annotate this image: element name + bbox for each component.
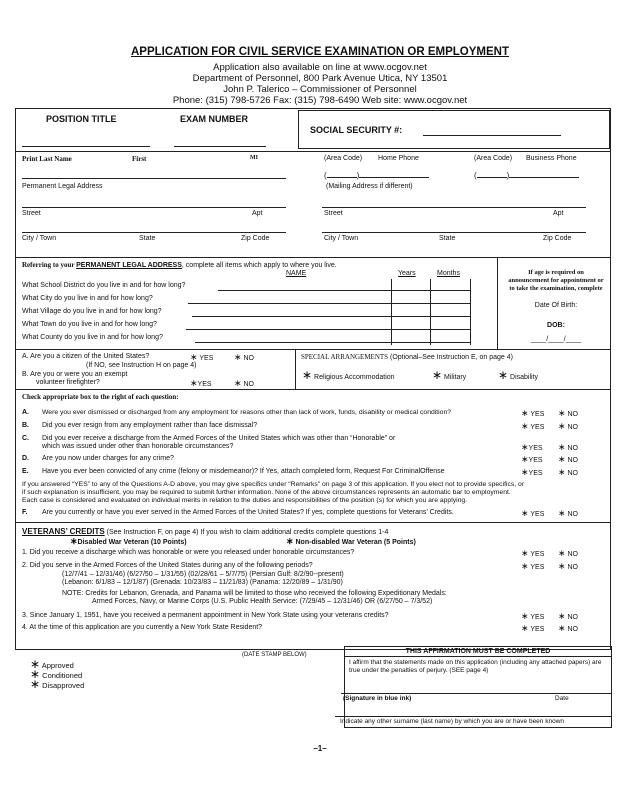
checkbox-icon: ∗ bbox=[558, 442, 566, 452]
checkbox-icon: ∗ bbox=[521, 623, 529, 633]
checkbox-icon: ∗ bbox=[498, 368, 509, 382]
name-field[interactable] bbox=[22, 178, 286, 179]
approved-option[interactable]: ∗ Approved bbox=[30, 657, 74, 671]
affirmation-text: true under the penalties of perjury. (SEE page 4) bbox=[349, 667, 489, 674]
question-yes[interactable]: ∗ YES bbox=[521, 561, 545, 571]
religious-option[interactable]: ∗ Religious Accommodation bbox=[302, 368, 395, 382]
veterans-q4: 4. At the time of this application are you currently a New York State Resident? bbox=[22, 624, 263, 631]
citizen-no[interactable]: ∗ NO bbox=[234, 352, 254, 362]
question-letter: E. bbox=[22, 468, 29, 475]
street-field[interactable] bbox=[22, 207, 286, 208]
question-text: Did you ever resign from any employment rather than face dismissal? bbox=[42, 422, 258, 429]
signature-field[interactable] bbox=[341, 693, 612, 694]
divider bbox=[15, 151, 611, 152]
citizen-question: A. Are you a citizen of the United States? bbox=[22, 353, 150, 360]
veterans-q1: 1. Did you receive a discharge which was honorable or were you released under honorable circumstances? bbox=[22, 549, 355, 556]
exam-number-field[interactable] bbox=[174, 146, 266, 147]
date-label: Date bbox=[555, 695, 569, 702]
question-text: Have you ever been convicted of any crime (felony or misdemeanor)? If Yes, attach completed form, Request For CriminalOffense bbox=[42, 468, 445, 475]
question-no[interactable]: ∗ NO bbox=[558, 421, 578, 431]
residence-field[interactable] bbox=[218, 290, 470, 291]
checkbox-icon: ∗ bbox=[521, 421, 529, 431]
age-note: If age is required on announcement for appointment or to take the examination, complete bbox=[508, 269, 604, 292]
date-of-birth-label: Date Of Birth: bbox=[534, 302, 578, 309]
question-text: Are you now under charges for any crime? bbox=[42, 455, 174, 462]
veterans-q3: 3. Since January 1, 1951, have you received a permanent appointment in New York State using your veterans credits? bbox=[22, 612, 389, 619]
page-title: APPLICATION FOR CIVIL SERVICE EXAMINATION OR EMPLOYMENT bbox=[130, 46, 510, 58]
checkbox-icon: ∗ bbox=[190, 378, 198, 388]
question-text: Are you currently or have you ever served in the Armed Forces of the United States? If yes, complete questions for Veterans’ Credits. bbox=[42, 509, 454, 516]
explanation-text: if such explanation is insufficient, you may be required to submit further information. None of the above circumstances represents an automatic bar to employment. bbox=[22, 489, 511, 496]
checkbox-icon: ∗ bbox=[558, 467, 566, 477]
exam-number-label: EXAM NUMBER bbox=[180, 114, 249, 124]
question-letter: A. bbox=[22, 409, 29, 416]
conditioned-option[interactable]: ∗ Conditioned bbox=[30, 667, 83, 681]
residence-col-months: Months bbox=[437, 270, 460, 277]
residence-col-divider bbox=[391, 279, 392, 345]
special-arrangements: SPECIAL ARRANGEMENTS (Optional–See Instruction E, on page 4) bbox=[301, 353, 513, 361]
online-note: Application also available on line at www.ocgov.net bbox=[213, 62, 427, 73]
residence-field[interactable] bbox=[192, 316, 470, 317]
department-address: Department of Personnel, 800 Park Avenue Utica, NY 13501 bbox=[192, 73, 448, 84]
divider bbox=[15, 522, 611, 523]
affirmation-text: I affirm that the statements made on this application (including any attached papers) are bbox=[349, 659, 602, 666]
city-label: City / Town bbox=[22, 235, 57, 242]
residence-intro: Referring to your PERMANENT LEGAL ADDRESS, complete all items which apply to where you live. bbox=[22, 261, 337, 269]
affirmation-title: THIS AFFIRMATION MUST BE COMPLETED bbox=[405, 648, 551, 655]
explanation-text: Each case is considered and evaluated on individual merits in relation to the duties and responsibilities of the position (s) for which you are applying. bbox=[22, 497, 468, 504]
firefighter-question-2: volunteer firefighter? bbox=[36, 379, 100, 386]
page-number: –1– bbox=[313, 744, 327, 753]
checkbox-icon: ∗ bbox=[558, 623, 566, 633]
checkbox-icon: ∗ bbox=[521, 454, 529, 464]
position-title-field[interactable] bbox=[22, 146, 150, 147]
explanation-text: If you answered “YES” to any of the Questions A-D above, you may give specifics under “Remarks” on page 3 of this application. If you elect not to provide specifics, or bbox=[22, 481, 525, 488]
checkbox-icon: ∗ bbox=[432, 368, 443, 382]
dob-field[interactable]: ____/____/____ bbox=[530, 336, 582, 343]
checkbox-icon: ∗ bbox=[302, 368, 313, 382]
position-title-label: POSITION TITLE bbox=[46, 114, 117, 124]
state-label: State bbox=[139, 235, 156, 242]
question-letter: B. bbox=[22, 422, 29, 429]
special-divider bbox=[295, 349, 296, 389]
firefighter-no[interactable]: ∗ NO bbox=[234, 378, 254, 388]
zip-label: Zip Code bbox=[241, 235, 270, 242]
firefighter-question: B. Are you or were you an exempt bbox=[22, 371, 128, 378]
residence-col-divider bbox=[470, 279, 471, 345]
mail-state-label: State bbox=[439, 235, 456, 242]
area-code-label-2: (Area Code) bbox=[474, 155, 513, 162]
veterans-note: NOTE: Credits for Lebanon, Grenada, and Panama will be limited to those who received the following Expeditionary Medals: bbox=[62, 590, 447, 597]
military-option[interactable]: ∗ Military bbox=[432, 368, 467, 382]
checkbox-icon: ∗ bbox=[30, 667, 41, 681]
question-yes[interactable]: ∗ YES bbox=[521, 623, 545, 633]
checkbox-icon: ∗ bbox=[30, 677, 41, 691]
question-yes[interactable]: ∗ YES bbox=[521, 508, 545, 518]
citizen-yes[interactable]: ∗ YES bbox=[190, 352, 214, 362]
residence-row: What County do you live in and for how long? bbox=[22, 334, 163, 341]
checkbox-icon: ∗ bbox=[558, 454, 566, 464]
city-field[interactable] bbox=[22, 232, 286, 233]
residence-col-name: NAME bbox=[286, 270, 307, 277]
ssn-label: SOCIAL SECURITY #: bbox=[310, 125, 403, 135]
disability-option[interactable]: ∗ Disability bbox=[498, 368, 539, 382]
surname-field[interactable] bbox=[335, 716, 612, 717]
service-periods: (12/7/41 – 12/31/46) (6/27/50 – 1/31/55) (02/28/61 – 5/7/75) (Persian Gulf: 8/2/90--present) bbox=[62, 571, 344, 578]
question-no[interactable]: ∗ NO bbox=[558, 623, 578, 633]
mail-city-field[interactable] bbox=[322, 232, 586, 233]
age-box-divider bbox=[497, 257, 498, 349]
checkbox-icon: ∗ bbox=[521, 611, 529, 621]
checkbox-icon: ∗ bbox=[190, 352, 198, 362]
checkbox-icon: ∗ bbox=[558, 561, 566, 571]
residence-col-years: Years bbox=[398, 270, 416, 277]
question-letter: F. bbox=[22, 509, 28, 516]
checkbox-icon: ∗ bbox=[558, 408, 566, 418]
checkbox-icon: ∗ bbox=[558, 508, 566, 518]
residence-field[interactable] bbox=[195, 342, 470, 343]
question-no[interactable]: ∗ NO bbox=[558, 508, 578, 518]
veterans-q2: 2. Did you serve in the Armed Forces of the United States during any of the following periods? bbox=[22, 562, 313, 569]
business-phone-label: Business Phone bbox=[526, 155, 577, 162]
question-no[interactable]: ∗ NO bbox=[558, 548, 578, 558]
date-stamp-label: (DATE STAMP BELOW) bbox=[242, 652, 307, 658]
checkbox-icon: ∗ bbox=[521, 467, 529, 477]
divider bbox=[15, 257, 611, 258]
perm-address-label: Permanent Legal Address bbox=[22, 183, 103, 190]
veterans-title: VETERANS’ CREDITS (See Instruction F, on page 4) If you wish to claim additional credits complete questions 1-4 bbox=[22, 527, 389, 536]
checkbox-icon: ∗ bbox=[558, 611, 566, 621]
checkbox-icon: ∗ bbox=[521, 508, 529, 518]
home-phone-field[interactable]: ( ) bbox=[324, 171, 429, 180]
apt-label: Apt bbox=[252, 210, 263, 217]
question-yes[interactable]: ∗ YES bbox=[521, 548, 545, 558]
divider bbox=[15, 349, 611, 350]
checkbox-icon: ∗ bbox=[70, 536, 78, 546]
residence-row: What Town do you live in and for how long? bbox=[22, 321, 157, 328]
area-code-label: (Area Code) bbox=[324, 155, 363, 162]
question-yes[interactable]: ∗ YES bbox=[521, 421, 545, 431]
residence-row: What City do you live in and for how long? bbox=[22, 295, 153, 302]
checkbox-icon: ∗ bbox=[234, 352, 242, 362]
question-letter: C. bbox=[22, 435, 29, 442]
checkbox-icon: ∗ bbox=[234, 378, 242, 388]
checkbox-icon: ∗ bbox=[558, 548, 566, 558]
question-yes[interactable]: ∗YES bbox=[521, 454, 543, 464]
question-no[interactable]: ∗ NO bbox=[558, 467, 578, 477]
question-no[interactable]: ∗ NO bbox=[558, 561, 578, 571]
mail-city-label: City / Town bbox=[324, 235, 359, 242]
question-no[interactable]: ∗ NO bbox=[558, 408, 578, 418]
question-letter: D. bbox=[22, 455, 29, 462]
question-no[interactable]: ∗ NO bbox=[558, 442, 578, 452]
surname-label: Indicate any other surname (last name) by which you are or have been known bbox=[340, 718, 565, 725]
question-no[interactable]: ∗ NO bbox=[558, 454, 578, 464]
checkbox-icon: ∗ bbox=[521, 408, 529, 418]
dob-label: DOB: bbox=[547, 322, 565, 329]
affirmation-divider bbox=[344, 656, 612, 657]
question-yes[interactable]: ∗ YES bbox=[521, 408, 545, 418]
mail-street-field[interactable] bbox=[322, 207, 586, 208]
question-text: Were you ever dismissed or discharged from any employment for reasons other than lack of work, funds, disability or medical condition? bbox=[42, 409, 452, 416]
disapproved-option[interactable]: ∗ Disapproved bbox=[30, 677, 85, 691]
question-yes[interactable]: ∗YES bbox=[521, 442, 543, 452]
citizen-note: (If NO, see Instruction H on page 4) bbox=[86, 362, 197, 369]
home-phone-label: Home Phone bbox=[378, 155, 419, 162]
checkbox-icon: ∗ bbox=[521, 442, 529, 452]
service-periods: (Lebanon: 6/1/83 – 12/1/87) (Grenada: 10/23/83 – 11/21/83) (Panama: 12/20/89 – 1/31/90) bbox=[62, 579, 343, 586]
signature-label: (Signature in blue ink) bbox=[343, 695, 412, 702]
mail-apt-label: Apt bbox=[553, 210, 564, 217]
residence-field[interactable] bbox=[188, 303, 470, 304]
divider bbox=[15, 389, 611, 390]
checkbox-icon: ∗ bbox=[286, 536, 294, 546]
commissioner: John P. Talerico – Commissioner of Personnel bbox=[223, 84, 417, 95]
last-name-label: Print Last Name bbox=[22, 155, 72, 163]
questions-header: Check appropriate box to the right of each question: bbox=[22, 393, 179, 401]
question-text-2: which was issued under other than honorable circumstances? bbox=[42, 443, 234, 450]
veterans-note: Armed Forces, Navy, or Marine Corps (U.S. Public Health Service: (7/29/45 – 12/31/46) OR (6/27/50 – 7/3/52) bbox=[92, 598, 433, 605]
business-phone-field[interactable]: ( ) bbox=[474, 171, 579, 180]
question-text: Did you ever receive a discharge from the Armed Forces of the United States which was other than “Honorable” or bbox=[42, 435, 396, 442]
disabled-veteran-option[interactable]: ∗Disabled War Veteran (10 Points) bbox=[70, 536, 187, 546]
nondisabled-veteran-option[interactable]: ∗ Non-disabled War Veteran (5 Points) bbox=[286, 536, 416, 546]
residence-field[interactable] bbox=[186, 329, 470, 330]
question-no[interactable]: ∗ NO bbox=[558, 611, 578, 621]
mi-label: MI bbox=[250, 155, 258, 161]
mail-zip-label: Zip Code bbox=[543, 235, 572, 242]
mail-address-label: (Mailing Address if different) bbox=[326, 183, 413, 190]
mail-street-label: Street bbox=[324, 210, 343, 217]
ssn-field[interactable] bbox=[423, 135, 561, 136]
checkbox-icon: ∗ bbox=[521, 548, 529, 558]
checkbox-icon: ∗ bbox=[30, 657, 41, 671]
residence-col-divider bbox=[430, 279, 431, 345]
contact-info: Phone: (315) 798-5726 Fax: (315) 798-6490 Web site: www.ocgov.net bbox=[172, 95, 468, 106]
question-yes[interactable]: ∗YES bbox=[521, 467, 543, 477]
residence-row: What Village do you live in and for how long? bbox=[22, 308, 162, 315]
checkbox-icon: ∗ bbox=[558, 421, 566, 431]
first-name-label: First bbox=[132, 155, 147, 163]
street-label: Street bbox=[22, 210, 41, 217]
firefighter-yes[interactable]: ∗YES bbox=[190, 378, 212, 388]
question-yes[interactable]: ∗ YES bbox=[521, 611, 545, 621]
residence-row: What School District do you live in and for how long? bbox=[22, 282, 186, 289]
checkbox-icon: ∗ bbox=[521, 561, 529, 571]
